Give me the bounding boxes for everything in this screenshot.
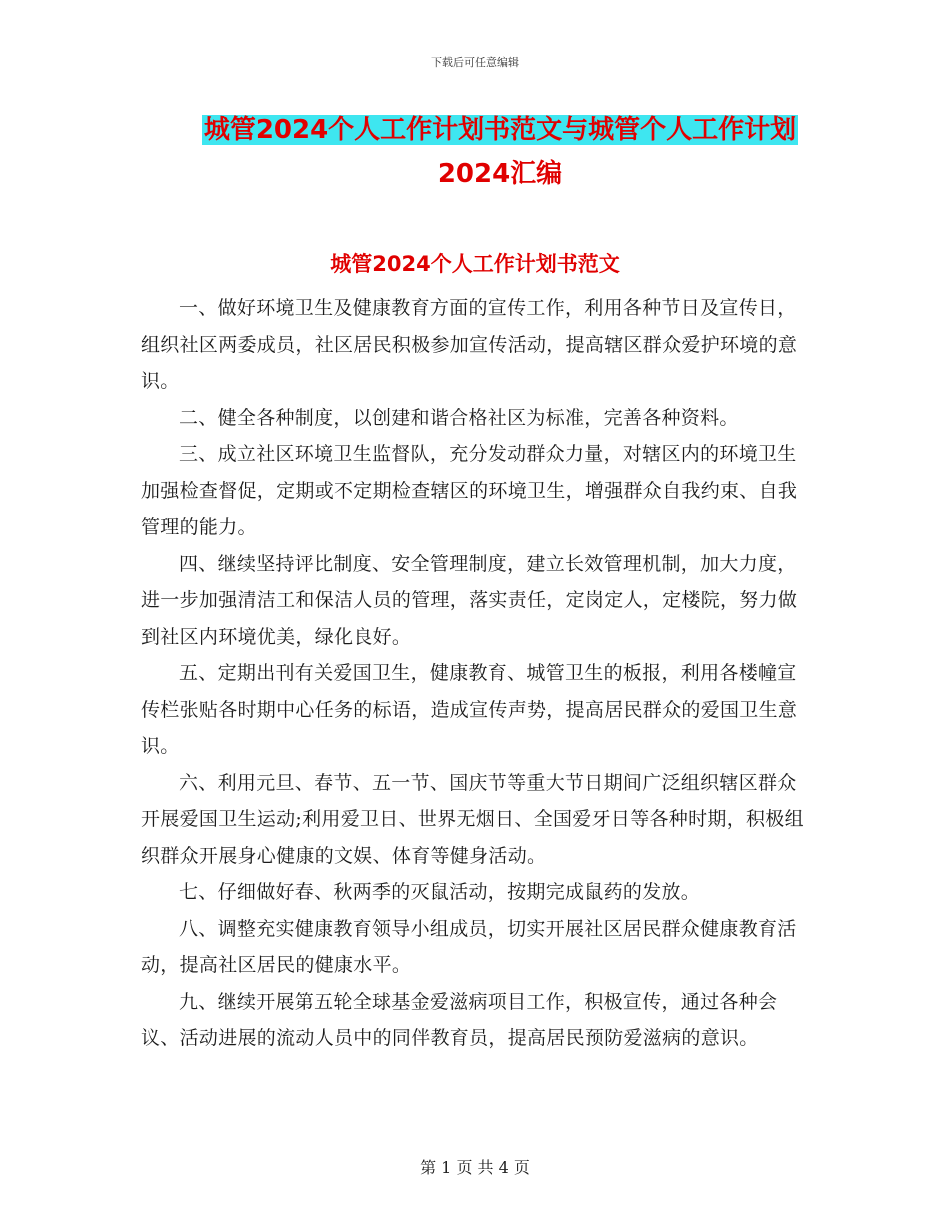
paragraph: 二、健全各种制度，以创建和谐合格社区为标准，完善各种资料。 xyxy=(179,406,739,429)
document-title-line-1: 城管2024个人工作计划书范文与城管个人工作计划 xyxy=(203,115,797,145)
paragraph: 三、成立社区环境卫生监督队，充分发动群众力量，对辖区内的环境卫生加强检查督促，定期或不定期检查辖区的环境卫生，增强群众自我约束、自我管理的能力。 xyxy=(141,443,798,538)
document-title-line-2: 2024汇编 xyxy=(437,159,563,189)
section-title: 城管2024个人工作计划书范文 xyxy=(330,252,620,276)
paragraph: 四、继续坚持评比制度、安全管理制度，建立长效管理机制，加大力度，进一步加强清洁工和保洁人员的管理，落实责任，定岗定人，定楼院，努力做到社区内环境优美，绿化良好。 xyxy=(141,552,798,648)
paragraph: 五、定期出刊有关爱国卫生，健康教育、城管卫生的板报，利用各楼幢宣传栏张贴各时期中心任务的标语，造成宣传声势，提高居民群众的爱国卫生意识。 xyxy=(141,662,798,757)
paragraph: 六、利用元旦、春节、五一节、国庆节等重大节日期间广泛组织辖区群众开展爱国卫生运动;利用爱卫日、世界无烟日、全国爱牙日等各种时期，积极组织群众开展身心健康的文娱、体育等健身活动。 xyxy=(141,771,804,867)
paragraph: 九、继续开展第五轮全球基金爱滋病项目工作，积极宣传，通过各种会议、活动进展的流动人员中的同伴教育员，提高居民预防爱滋病的意识。 xyxy=(141,990,778,1049)
paragraph: 一、做好环境卫生及健康教育方面的宣传工作，利用各种节日及宣传日，组织社区两委成员，社区居民积极参加宣传活动，提高辖区群众爱护环境的意识。 xyxy=(141,297,798,392)
paragraph: 八、调整充实健康教育领导小组成员，切实开展社区居民群众健康教育活动，提高社区居民的健康水平。 xyxy=(141,917,797,976)
paragraph: 七、仔细做好春、秋两季的灭鼠活动，按期完成鼠药的发放。 xyxy=(179,881,701,903)
document-title xyxy=(140,108,860,196)
document-body xyxy=(141,290,813,1057)
header-note: 下载后可任意编辑 xyxy=(431,56,519,69)
page-number-footer: 第 1 页 共 4 页 xyxy=(420,1158,530,1177)
